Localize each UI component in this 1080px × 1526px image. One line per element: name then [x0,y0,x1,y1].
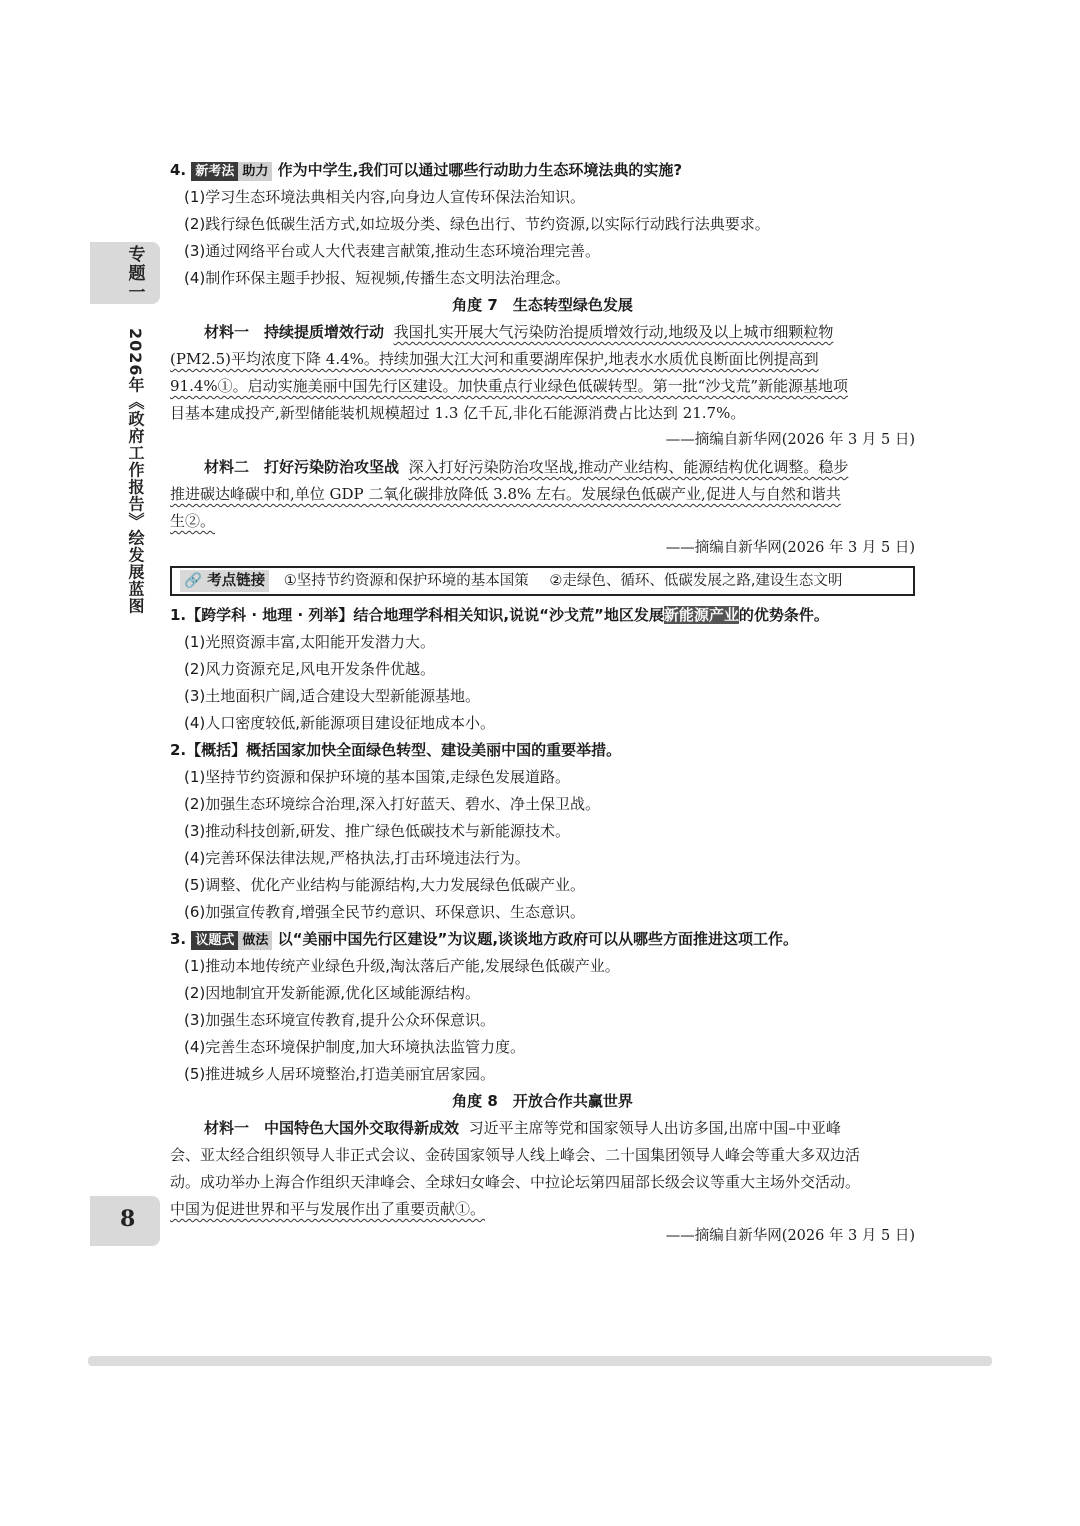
key-point-link-box [170,566,915,596]
answer-line: (1)学习生态环境法典相关内容,向身边人宣传环保法治知识。 [184,188,586,206]
material-text: 中国为促进世界和平与发展作出了重要贡献①。 [170,1200,486,1218]
section-heading-angle-8: 角度 8 开放合作共赢世界 [452,1092,633,1110]
highlighted-term: 新能源产业 [663,606,739,624]
answer-line: (2)因地制宜开发新能源,优化区域能源结构。 [184,984,481,1002]
material-text: 推进碳达峰碳中和,单位 GDP 二氧化碳排放降低 3.8% 左右。发展绿色低碳产业,促进人与自然和谐共 [170,485,841,503]
topic-tab [90,242,160,304]
material-text: 我国扎实开展大气污染防治提质增效行动,地级及以上城市细颗粒物 [393,323,834,341]
answer-line: (3)土地面积广阔,适合建设大型新能源基地。 [184,687,481,705]
question-text: 的优势条件。 [738,606,829,624]
answer-line: (3)推动科技创新,研发、推广绿色低碳技术与新能源技术。 [184,822,571,840]
key-point-item: ②走绿色、循环、低碳发展之路,建设生态文明 [549,573,843,589]
page-bottom-divider [88,1356,992,1366]
answer-line: (1)坚持节约资源和保护环境的基本国策,走绿色发展道路。 [184,768,571,786]
key-point-label-text: 考点链接 [207,573,266,589]
question-number: 4. [170,161,187,179]
question-1 [170,602,915,629]
material-1-angle-8 [170,1115,915,1223]
material-1 [170,319,915,427]
answer-line: (6)加强宣传教育,增强全民节约意识、环保意识、生态意识。 [184,903,586,921]
material-text: 深入打好污染防治攻坚战,推动产业结构、能源结构优化调整。稳步 [408,458,849,476]
answer-line: (1)推动本地传统产业绿色升级,淘汰落后产能,发展绿色低碳产业。 [184,957,620,975]
question-3 [170,926,915,953]
tag-method: 做法 [238,931,272,950]
source-citation: ——摘编自新华网(2026 年 3 月 5 日) [665,540,915,556]
material-text: 生②。 [170,512,216,530]
question-text: 以“美丽中国先行区建设”为议题,谈谈地方政府可以从哪些方面推进这项工作。 [277,930,799,948]
material-2 [170,454,915,535]
key-point-label: 🔗 考点链接 [180,570,269,592]
tag-assist: 助力 [238,162,272,181]
question-text: 1.【跨学科 · 地理 · 列举】结合地理学科相关知识,说说“沙戈荒”地区发展 [170,606,664,624]
answer-line: (1)光照资源丰富,太阳能开发潜力大。 [184,633,436,651]
source-citation: ——摘编自新华网(2026 年 3 月 5 日) [665,1228,915,1244]
source-citation: ——摘编自新华网(2026 年 3 月 5 日) [665,432,915,448]
answer-line: (3)通过网络平台或人大代表建言献策,推动生态环境治理完善。 [184,242,601,260]
material-text: (PM2.5)平均浓度下降 4.4%。持续加强大江大河和重要湖库保护,地表水水质优良断面比例提高到 [170,350,819,368]
material-text: 会、亚太经合组织领导人非正式会议、金砖国家领导人线上峰会、二十国集团领导人峰会等重大多双边活 [170,1146,861,1164]
book-title-vertical: 2026年《政府工作报告》绘发展蓝图 [126,328,145,615]
question-text: 作为中学生,我们可以通过哪些行动助力生态环境法典的实施? [277,161,683,179]
page-number-tab [90,1196,160,1246]
topic-label: 专题一 [128,245,146,303]
answer-line: (4)制作环保主题手抄报、短视频,传播生态文明法治理念。 [184,269,571,287]
answer-line: (5)推进城乡人居环境整治,打造美丽宜居家园。 [184,1065,496,1083]
answer-line: (2)践行绿色低碳生活方式,如垃圾分类、绿色出行、节约资源,以实际行动践行法典要求。 [184,215,770,233]
material-text: 91.4%①。启动实施美丽中国先行区建设。加快重点行业绿色低碳转型。第一批“沙戈荒”新能源基地项 [170,377,848,395]
material-label: 材料一 中国特色大国外交取得新成效 [204,1119,460,1137]
material-text: 目基本建成投产,新型储能装机规模超过 1.3 亿千瓦,非化石能源消费占比达到 21.7%。 [170,404,746,422]
key-point-item: ①坚持节约资源和保护环境的基本国策 [283,573,529,589]
material-label: 材料一 持续提质增效行动 [204,323,385,341]
material-label: 材料二 打好污染防治攻坚战 [204,458,400,476]
material-text: 习近平主席等党和国家领导人出访多国,出席中国–中亚峰 [468,1119,841,1137]
question-number: 3. [170,930,187,948]
answer-line: (4)完善生态环境保护制度,加大环境执法监管力度。 [184,1038,526,1056]
tag-new-method: 新考法 [191,162,238,181]
question-4 [170,157,915,184]
question-2: 2.【概括】概括国家加快全面绿色转型、建设美丽中国的重要举措。 [170,741,622,759]
material-text: 动。成功举办上海合作组织天津峰会、全球妇女峰会、中拉论坛第四届部长级会议等重大主场外交活动。 [170,1173,861,1191]
answer-line: (4)人口密度较低,新能源项目建设征地成本小。 [184,714,496,732]
answer-line: (5)调整、优化产业结构与能源结构,大力发展绿色低碳产业。 [184,876,586,894]
page-number: 8 [120,1206,136,1232]
tag-topic-style: 议题式 [191,931,238,950]
answer-line: (2)加强生态环境综合治理,深入打好蓝天、碧水、净土保卫战。 [184,795,601,813]
answer-line: (2)风力资源充足,风电开发条件优越。 [184,660,436,678]
section-heading-angle-7: 角度 7 生态转型绿色发展 [452,296,633,314]
answer-line: (3)加强生态环境宣传教育,提升公众环保意识。 [184,1011,496,1029]
page-content [170,157,915,1250]
answer-line: (4)完善环保法律法规,严格执法,打击环境违法行为。 [184,849,530,867]
